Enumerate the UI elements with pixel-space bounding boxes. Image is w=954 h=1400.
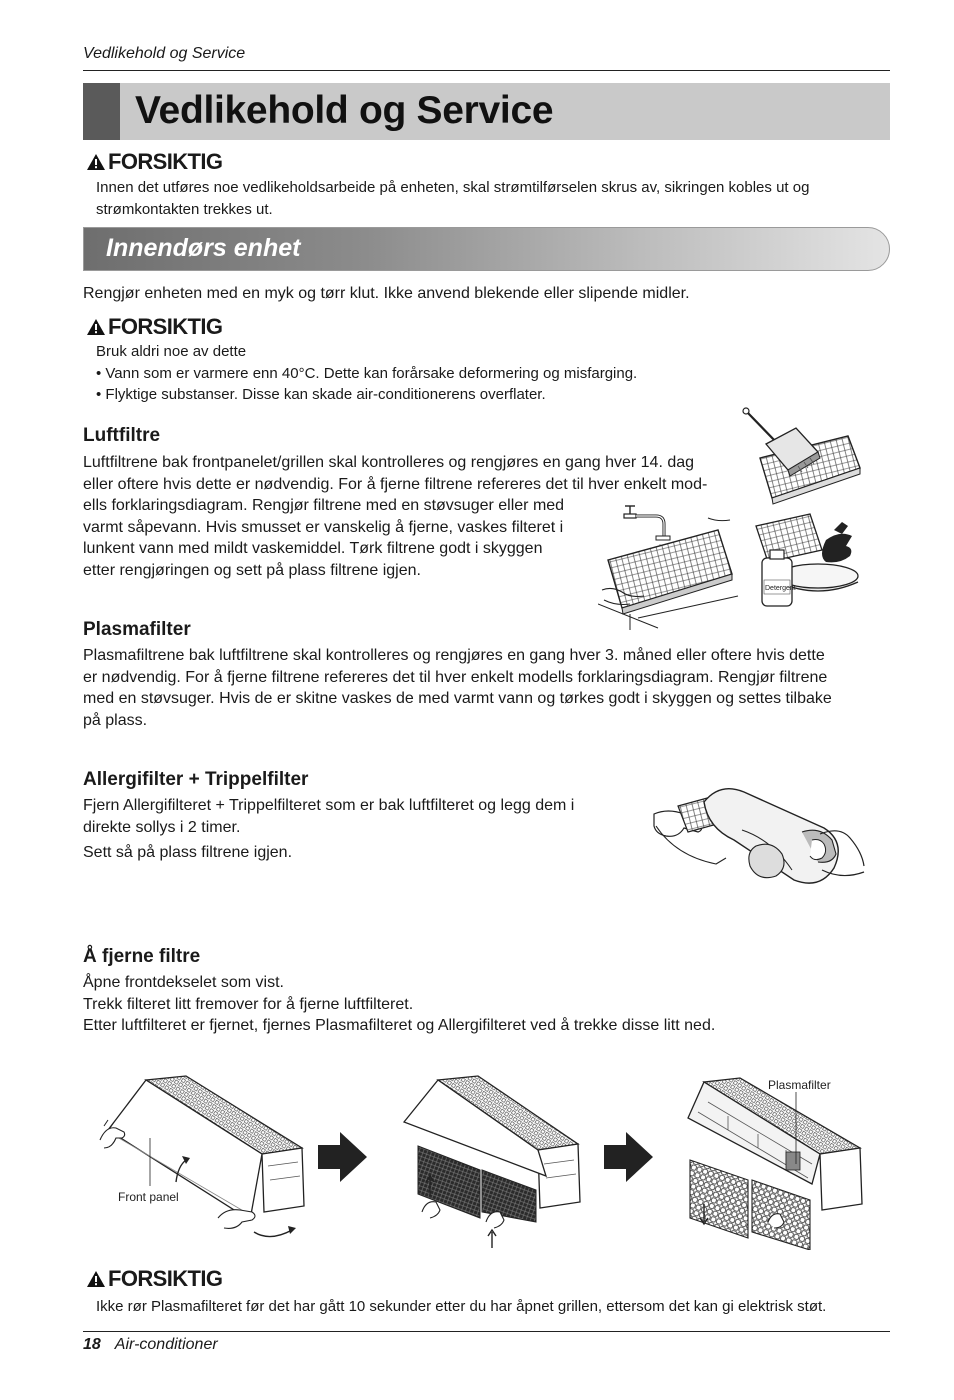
caution-1-text (96, 177, 809, 220)
arrow-right-icon (318, 1132, 368, 1182)
luftfiltre-line: Luftfiltrene bak frontpanelet/grillen skal kontrolleres og rengjøres en gang hver 14. dag (83, 454, 695, 471)
warning-icon (86, 153, 106, 171)
page-number: 18 (83, 1336, 101, 1353)
luftfiltre-line: lunkent vann med mildt vaskemiddel. Tørk filtrene godt i skyggen (83, 540, 543, 557)
caution-3-line: Ikke rør Plasmafilteret før det har gått 10 sekunder etter du har åpnet grillen, ettersom det kan gi elektrisk støt. (96, 1298, 827, 1315)
plasmafilter-line: med en støvsuger. Hvis de er skitne vaskes de med varmt vann og tørkes godt i skyggen og settes tilbake (83, 690, 832, 707)
luftfiltre-line: etter rengjøringen og sett på plass filtrene igjen. (83, 561, 421, 579)
plasmafilter-heading: Plasmafilter (83, 619, 191, 640)
arrow-right-icon (604, 1132, 654, 1182)
warning-icon (86, 318, 106, 336)
caution-1-title: FORSIKTIG (108, 149, 223, 174)
plasmafilter-label: Plasmafilter (768, 1078, 831, 1092)
caution-1-line: strømkontakten trekkes ut. (96, 200, 273, 218)
caution-2-title: FORSIKTIG (108, 314, 223, 339)
luftfiltre-heading: Luftfiltre (83, 425, 161, 446)
section-intro: Rengjør enheten med en myk og tørr klut. Ikke anvend blekende eller slipende midler. (83, 285, 690, 302)
front-panel-label: Front panel (118, 1190, 179, 1204)
fjerne-line: Trekk filteret litt fremover for å fjerne luftfilteret. (83, 995, 414, 1013)
luftfiltre-line: varmt såpevann. Hvis smusset er vanskelig å fjerne, vaskes filteret i (83, 518, 564, 536)
section-banner (83, 227, 890, 271)
page-title: Vedlikehold og Service (135, 89, 554, 132)
caution-3-label (86, 1267, 222, 1291)
caution-3-title: FORSIKTIG (108, 1266, 223, 1291)
allergifilter-heading: Allergifilter + Trippelfilter (83, 769, 309, 790)
header-rule (83, 70, 890, 71)
caution-1-line: Innen det utføres noe vedlikeholdsarbeide på enheten, skal strømtilførselen skrus av, sikringen kobles ut og (96, 179, 810, 196)
plasmafilter-line: er nødvendig. For å fjerne filtrene refereres det til hver enkelt modells forklaringsdiagram. Rengjør filtrene (83, 668, 828, 686)
warning-icon (86, 1270, 106, 1288)
running-title: Vedlikehold og Service (83, 45, 246, 62)
allergifilter-text (83, 795, 574, 839)
tap-washing-illustration (598, 500, 740, 630)
caution-2-bullet: • Flyktige substanser. Disse kan skade air-conditionerens overflater. (96, 386, 546, 403)
detergent-wash-illustration (748, 510, 864, 610)
fjerne-line: Åpne frontdekselet som vist. (83, 974, 284, 991)
plasmafilter-line: Plasmafiltrene bak luftfiltrene skal kontrolleres og rengjøres en gang hver 3. måned eller oftere hvis dette (83, 647, 825, 664)
plasmafilter-text (83, 645, 832, 731)
caution-2-text (96, 341, 637, 406)
footer-rule (83, 1331, 890, 1332)
title-bar (83, 83, 890, 140)
caution-3-text (96, 1296, 826, 1318)
vacuum-filter-illustration (738, 406, 864, 508)
plasmafilter-line: på plass. (83, 711, 148, 729)
caution-2-bullet: • Vann som er varmere enn 40°C. Dette kan forårsake deformering og misfarging. (96, 364, 638, 382)
step-3-remove-plasma-filter-diagram (668, 1072, 874, 1250)
step-1-open-front-panel-diagram (98, 1070, 310, 1248)
title-bar-block (83, 83, 120, 140)
footer-title: Air-conditioner (114, 1336, 218, 1353)
fjerne-text (83, 972, 715, 1037)
allergifilter-after: Sett så på plass filtrene igjen. (83, 844, 293, 861)
caution-1-label (86, 150, 222, 174)
allergifilter-line: Fjern Allergifilteret + Trippelfilteret som er bak luftfilteret og legg dem i (83, 797, 575, 814)
allergifilter-line: direkte sollys i 2 timer. (83, 819, 241, 836)
luftfiltre-line: eller oftere hvis dette er nødvendig. For å fjerne filtrene refereres det til hver enkelt mod- (83, 475, 708, 493)
footer (83, 1336, 218, 1354)
section-banner-title: Innendørs enhet (106, 234, 301, 262)
fjerne-line: Etter luftfilteret er fjernet, fjernes Plasmafilteret og Allergifilteret ved å trekke disse litt ned. (83, 1017, 716, 1034)
step-2-remove-air-filter-diagram (382, 1072, 588, 1250)
detergent-label: Detergent (765, 585, 796, 592)
caution-2-line: Bruk aldri noe av dette (96, 343, 247, 360)
fjerne-heading: Å fjerne filtre (83, 946, 201, 967)
handheld-vacuum-illustration (652, 780, 866, 902)
caution-2-label (86, 315, 222, 339)
luftfiltre-line: ells forklaringsdiagram. Rengjør filtrene med en støvsuger eller med (83, 497, 565, 514)
